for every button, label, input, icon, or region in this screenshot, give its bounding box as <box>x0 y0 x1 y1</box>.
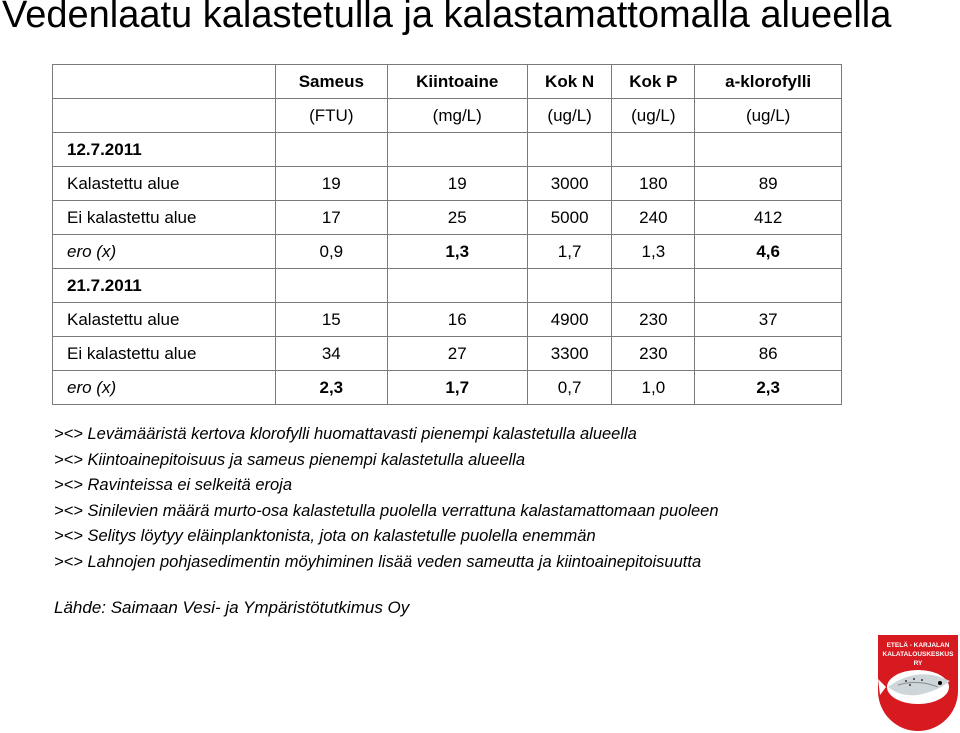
table-row-ratio <box>53 371 842 405</box>
header-empty-cell <box>53 65 276 99</box>
date-row <box>53 133 842 167</box>
table-cell: 86 <box>695 337 842 371</box>
source-citation: Lähde: Saimaan Vesi- ja Ympäristötutkimus Oy <box>54 598 410 617</box>
table-cell: 37 <box>695 303 842 337</box>
table-cell: 4,6 <box>695 235 842 269</box>
table-cell <box>387 269 527 303</box>
date-row <box>53 269 842 303</box>
table-cell: 34 <box>276 337 388 371</box>
row-label: ero (x) <box>53 235 276 269</box>
unit-cell: (mg/L) <box>387 99 527 133</box>
table-cell <box>695 269 842 303</box>
column-header: Kok N <box>527 65 612 99</box>
table-cell: 3000 <box>527 167 612 201</box>
table-cell <box>527 133 612 167</box>
table-cell: 0,9 <box>276 235 388 269</box>
table-row <box>53 167 842 201</box>
table-cell: 5000 <box>527 201 612 235</box>
table-cell: 17 <box>276 201 388 235</box>
table-row-ratio <box>53 235 842 269</box>
date-label: 21.7.2011 <box>53 269 276 303</box>
row-label: Ei kalastettu alue <box>53 337 276 371</box>
table-cell: 1,0 <box>612 371 695 405</box>
units-empty-cell <box>53 99 276 133</box>
unit-cell: (ug/L) <box>695 99 842 133</box>
table-cell <box>612 269 695 303</box>
finding-item: ><> Lahnojen pohjasedimentin möyhiminen lisää veden sameutta ja kiintoainepitoisuutta <box>54 552 702 571</box>
table-cell <box>276 133 388 167</box>
table-cell: 1,7 <box>527 235 612 269</box>
row-label: Kalastettu alue <box>53 167 276 201</box>
table-units-row <box>53 99 842 133</box>
table-cell: 19 <box>276 167 388 201</box>
table-cell: 19 <box>387 167 527 201</box>
logo-line-2: KALATALOUSKESKUS RY <box>882 651 954 667</box>
column-header: Sameus <box>276 65 388 99</box>
table-cell: 16 <box>387 303 527 337</box>
table-row <box>53 201 842 235</box>
table-cell: 15 <box>276 303 388 337</box>
finding-item: ><> Selitys löytyy eläinplanktonista, jota on kalastetulle puolella enemmän <box>54 527 596 545</box>
table-cell: 1,3 <box>612 235 695 269</box>
table-cell: 2,3 <box>695 371 842 405</box>
finding-item: ><> Kiintoainepitoisuus ja sameus pienempi kalastetulla alueella <box>54 450 526 469</box>
table-cell: 3300 <box>527 337 612 371</box>
row-label: ero (x) <box>53 371 276 405</box>
table-cell: 1,3 <box>387 235 527 269</box>
table-cell <box>695 133 842 167</box>
fish-icon <box>878 635 958 731</box>
table-cell <box>387 133 527 167</box>
unit-cell: (ug/L) <box>612 99 695 133</box>
logo-line-1: ETELÄ - KARJALAN <box>886 642 950 649</box>
table-row <box>53 303 842 337</box>
row-label: Ei kalastettu alue <box>53 201 276 235</box>
column-header: Kok P <box>612 65 695 99</box>
table-cell <box>612 133 695 167</box>
table-cell: 4900 <box>527 303 612 337</box>
table-header-row <box>53 65 842 99</box>
table-cell <box>276 269 388 303</box>
finding-item: ><> Levämääristä kertova klorofylli huomattavasti pienempi kalastetulla alueella <box>54 425 637 443</box>
water-quality-table <box>52 64 842 405</box>
table-cell: 412 <box>695 201 842 235</box>
table-cell: 25 <box>387 201 527 235</box>
findings-list <box>54 422 719 575</box>
page-title: Vedenlaatu kalastetulla ja kalastamattomalla alueella <box>2 0 892 36</box>
organization-logo <box>878 635 958 731</box>
table-cell: 230 <box>612 337 695 371</box>
date-label: 12.7.2011 <box>53 133 276 167</box>
unit-cell: (ug/L) <box>527 99 612 133</box>
table-cell <box>527 269 612 303</box>
table-cell: 27 <box>387 337 527 371</box>
table-cell: 180 <box>612 167 695 201</box>
table-cell: 230 <box>612 303 695 337</box>
finding-item: ><> Sinilevien määrä murto-osa kalastetulla puolella verrattuna kalastamattomaan puoleen <box>54 501 719 520</box>
row-label: Kalastettu alue <box>53 303 276 337</box>
table-cell: 1,7 <box>387 371 527 405</box>
table-row <box>53 337 842 371</box>
table-cell: 0,7 <box>527 371 612 405</box>
table-cell: 2,3 <box>276 371 388 405</box>
table-cell: 240 <box>612 201 695 235</box>
unit-cell: (FTU) <box>276 99 388 133</box>
column-header: Kiintoaine <box>387 65 527 99</box>
column-header: a-klorofylli <box>695 65 842 99</box>
finding-item: ><> Ravinteissa ei selkeitä eroja <box>54 476 293 494</box>
table-cell: 89 <box>695 167 842 201</box>
